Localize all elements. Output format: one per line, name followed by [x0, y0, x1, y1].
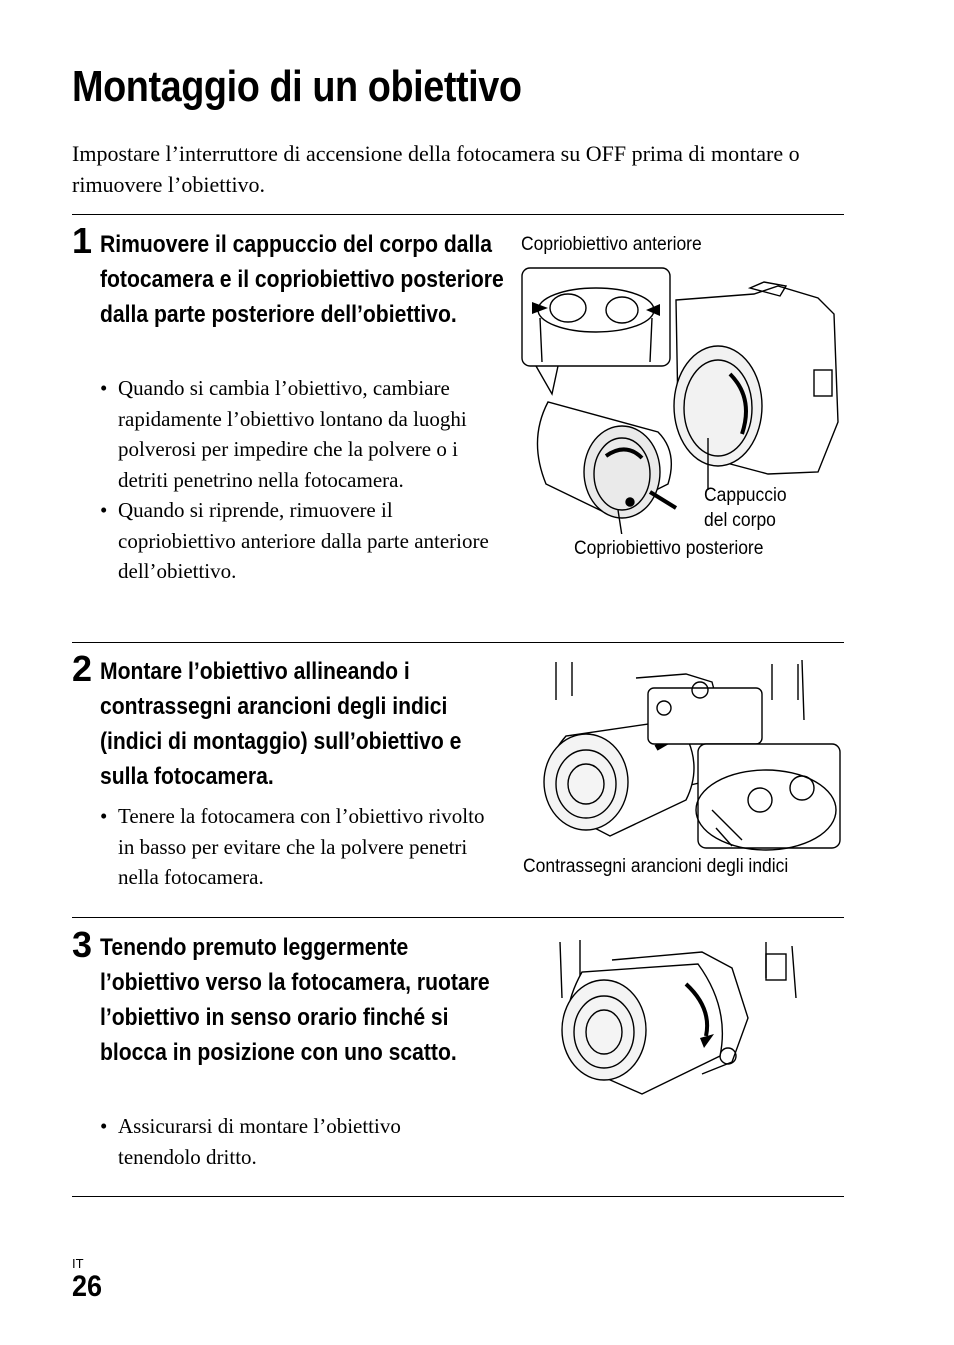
divider — [72, 1196, 844, 1197]
inset-box — [522, 268, 670, 366]
page-title: Montaggio di un obiettivo — [72, 62, 522, 111]
list-item: • Assicurarsi di montare l’obiettivo tenendolo dritto. — [100, 1111, 480, 1172]
page-number: 26 — [72, 1270, 103, 1303]
step-3-illustration — [552, 938, 812, 1096]
step-2-bullets — [100, 801, 490, 893]
caption-front-cap: Copriobiettivo anteriore — [521, 234, 702, 255]
caption-body-cap-2: del corpo — [704, 510, 776, 531]
step-1-illustration — [518, 262, 844, 534]
list-item: • Quando si riprende, rimuovere il copriobiettivo anteriore dalla parte anteriore dell’obiettivo. — [100, 495, 500, 587]
step-1-number: 1 — [72, 220, 93, 261]
caption-body-cap-1: Cappuccio — [704, 485, 787, 506]
divider — [72, 642, 844, 643]
divider — [72, 214, 844, 215]
step-2-heading: Montare l’obiettivo allineando i contrassegni arancioni degli indici (indici di montaggio) sull’obiettivo e sulla fotocamera. — [100, 658, 462, 790]
step-3-heading: Tenendo premuto leggermente l’obiettivo verso la fotocamera, ruotare l’obiettivo in senso orario finché si blocca in posizione con uno scatto. — [100, 934, 490, 1066]
divider — [72, 917, 844, 918]
step-2-illustration — [536, 660, 844, 852]
caption-index-marks: Contrassegni arancioni degli indici — [523, 856, 789, 877]
list-item: • Tenere la fotocamera con l’obiettivo rivolto in basso per evitare che la polvere penetri nella fotocamera. — [100, 801, 490, 893]
list-item: • Quando si cambia l’obiettivo, cambiare rapidamente l’obiettivo lontano da luoghi polverosi per impedire che la polvere o i detriti penetrino nella fotocamera. — [100, 373, 500, 495]
intro-text: Impostare l’interruttore di accensione della fotocamera su OFF prima di montare o rimuovere l’obiettivo. — [72, 141, 800, 197]
step-3-number: 3 — [72, 924, 93, 965]
caption-rear-cap: Copriobiettivo posteriore — [574, 538, 764, 559]
language-code: IT — [72, 1256, 84, 1271]
step-3-bullets — [100, 1111, 480, 1172]
step-1-bullets — [100, 373, 500, 587]
step-2-number: 2 — [72, 648, 93, 689]
step-1-heading: Rimuovere il cappuccio del corpo dalla fotocamera e il copriobiettivo posteriore dalla parte posteriore dell’obiettivo. — [100, 231, 504, 328]
